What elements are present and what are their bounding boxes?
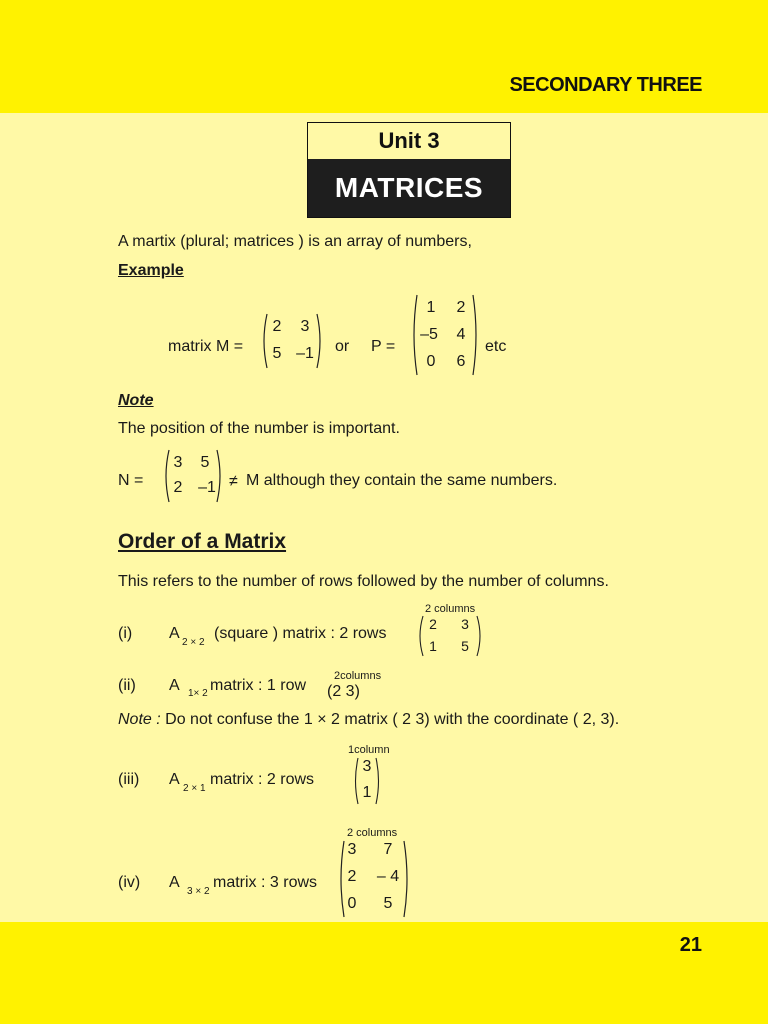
- item-a: A: [169, 677, 180, 694]
- item-number: (i): [118, 625, 133, 642]
- column-caption: 2 columns: [347, 827, 398, 839]
- note-text: Do not confuse the 1 × 2 matrix ( 2 3) with the coordinate ( 2, 3).: [165, 711, 620, 728]
- comparison-text: M although they contain the same numbers.: [246, 472, 558, 489]
- matrix-2x2: [416, 615, 484, 657]
- matrix-cell: 5: [272, 345, 282, 362]
- matrix-p: [410, 294, 480, 376]
- matrix-m: [260, 313, 324, 369]
- matrix-2x1: [352, 757, 382, 805]
- item-description: (square ) matrix : 2 rows: [214, 625, 387, 642]
- matrix-p-label: P =: [371, 338, 396, 355]
- matrix-cell: 4: [456, 326, 466, 343]
- item-order-subscript: 3 × 2: [187, 886, 210, 897]
- matrix-cell: 3: [347, 841, 357, 858]
- matrix-cell: 2: [429, 616, 437, 632]
- item-description: matrix : 1 row: [210, 677, 307, 694]
- item-description: matrix : 2 rows: [210, 771, 315, 788]
- item-order-subscript: 2 × 1: [183, 783, 206, 794]
- unit-label: Unit 3: [378, 128, 440, 153]
- item-a: A: [169, 625, 180, 642]
- footer-band: [0, 922, 768, 1024]
- column-caption: 2columns: [334, 670, 382, 682]
- matrix-cell: 1: [429, 638, 437, 654]
- matrix-cell: 3: [300, 318, 310, 335]
- item-order-subscript: 1× 2: [188, 688, 208, 699]
- item-number: (iv): [118, 874, 141, 891]
- matrix-cell: 2: [456, 299, 466, 316]
- matrix-m-label: matrix M =: [168, 338, 244, 355]
- matrix-cell: 0: [426, 353, 436, 370]
- column-caption: 2 columns: [425, 603, 476, 615]
- note-text: The position of the number is important.: [118, 420, 400, 437]
- matrix-cell: 5: [200, 454, 210, 471]
- matrix-cell: 5: [383, 895, 393, 912]
- matrix-cell: 3: [461, 616, 469, 632]
- matrix-cell: – 4: [376, 868, 400, 885]
- matrix-cell: 3: [362, 758, 372, 775]
- item-number: (ii): [118, 677, 136, 694]
- matrix-n-label: N =: [118, 472, 144, 489]
- item-a: A: [169, 771, 180, 788]
- page-number: 21: [679, 934, 702, 956]
- etc-text: etc: [485, 338, 507, 355]
- matrix-cell: 5: [461, 638, 469, 654]
- right-paren: [403, 840, 411, 918]
- matrix-cell: 1: [362, 784, 372, 801]
- example-heading: Example: [118, 262, 184, 279]
- note-heading: Note: [118, 392, 154, 409]
- matrix-3x2: [337, 840, 411, 918]
- section-heading: Order of a Matrix: [118, 530, 287, 553]
- matrix-cell: 2: [272, 318, 282, 335]
- note-label: Note :: [118, 711, 161, 728]
- matrix-cell: 3: [173, 454, 183, 471]
- matrix-n: [162, 449, 224, 503]
- matrix-cell: –1: [296, 345, 314, 362]
- unit-title-box: [307, 122, 511, 218]
- item-description: matrix : 3 rows: [213, 874, 318, 891]
- item-order-subscript: 2 × 2: [182, 637, 205, 648]
- definition-text: A martix (plural; matrices ) is an array of numbers,: [118, 233, 472, 250]
- chapter-title: MATRICES: [308, 159, 510, 217]
- matrix-cell: –5: [420, 326, 438, 343]
- row-matrix: (2 3): [327, 683, 360, 700]
- column-caption: 1column: [348, 744, 390, 756]
- matrix-cell: 0: [347, 895, 357, 912]
- matrix-cell: 1: [426, 299, 436, 316]
- series-title: SECONDARY THREE: [509, 74, 702, 96]
- confusion-note: [118, 711, 619, 729]
- not-equal-symbol: ≠: [229, 473, 238, 490]
- matrix-cell: 6: [456, 353, 466, 370]
- matrix-cell: 7: [383, 841, 393, 858]
- matrix-cell: 2: [347, 868, 357, 885]
- item-number: (iii): [118, 771, 140, 788]
- item-a: A: [169, 874, 180, 891]
- or-text: or: [335, 338, 350, 355]
- matrix-cell: 2: [173, 479, 183, 496]
- section-intro: This refers to the number of rows followed by the number of columns.: [118, 573, 609, 590]
- matrix-cell: –1: [198, 479, 216, 496]
